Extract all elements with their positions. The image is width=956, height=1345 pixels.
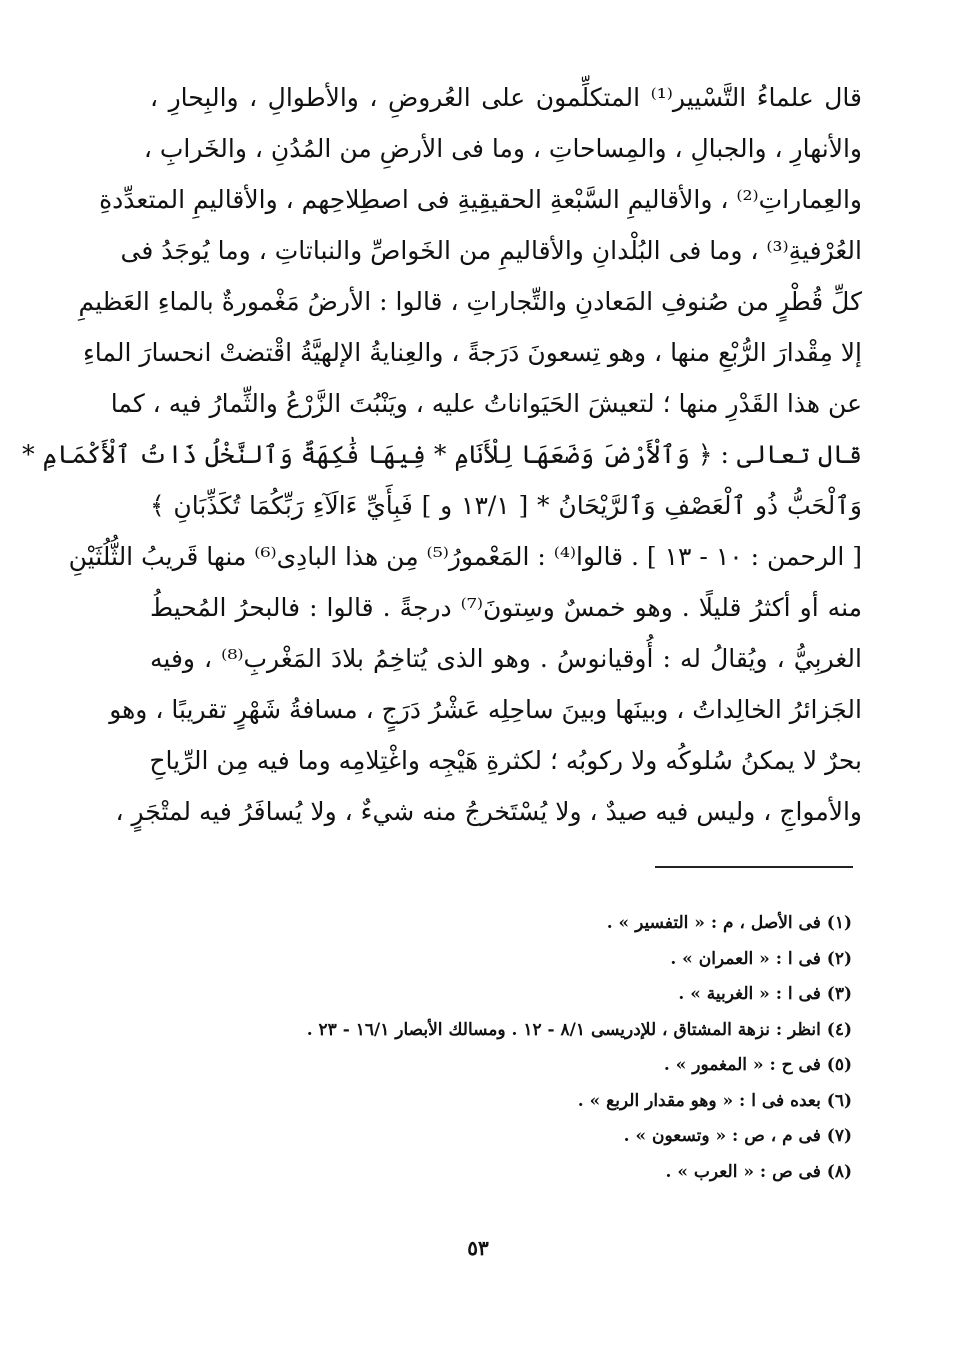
text-line-5: كلِّ قُطْرٍ من صُنوفِ المَعادنِ والتِّجاراتِ ، قالوا : الأرضُ مَغْمورةٌ بالماءِ العَظيمِ [78,287,862,316]
footnote-7: (٧) فى م ، ص : « وتسعون » . [623,1126,852,1146]
footnote-2: (٢) فى ا : « العمران » . [670,948,852,969]
main-text [22,72,863,837]
footnote-8: (٨) فى ص : « العرب » . [665,1161,852,1182]
footnote-1: (١) فى الأصل ، م : « التفسير » . [606,913,852,933]
text-line-13: الجَزائرُ الخالِداتُ ، وبينَها وبينَ ساحِلِه عَشْرُ دَرَجٍ ، مسافةُ شَهْرٍ تقريبًا ، وهو [109,695,862,724]
footnote-3: (٣) فى ا : « الغربية » . [678,984,852,1004]
text-line-4: العُرْفيةِ⁽³⁾ ، وما فى البُلْدانِ والأقاليمِ من الخَواصِّ والنباتاتِ ، وما يُوجَدُ فى [120,236,862,265]
text-line-11: منه أو أكثرُ قليلًا . وهو خمسٌ وسِتونَ⁽⁷⁾ درجةً . قالوا : فالبحرُ المُحيطُ [150,593,863,622]
text-line-7: عن هذا القَدْرِ منها ؛ لتعيشَ الحَيَواناتُ عليه ، ويَنْبُتَ الزَّرْعُ والثِّمارُ فيه ، كما [110,389,862,418]
footnote-divider [655,866,853,868]
text-line-6: إلا مِقْدارَ الرُّبْعِ منها ، وهو تِسعونَ دَرَجةً ، والعِنايةُ الإلهيَّةُ اقْتضتْ انحسارَ الماءِ [83,338,862,367]
page-number: ٥٣ [467,1236,489,1260]
text-line-12: الغربِيُّ ، ويُقالُ له : أُوقيانوسُ . وهو الذى يُتاخِمُ بلادَ المَغْربِ⁽⁸⁾ ، وفيه [150,644,862,673]
text-line-1: قال علماءُ التَّسْيير⁽¹⁾ المتكلِّمون على العُروضِ ، والأطوالِ ، والبِحارِ ، [150,83,863,112]
text-line-3: والعِماراتِ⁽²⁾ ، والأقاليمِ السَّبْعةِ الحقيقِيةِ فى اصطِلاحِهم ، والأقاليمِ المتعدِّدةِ [99,185,862,214]
text-line-2: والأنهارِ ، والجبالِ ، والمِساحاتِ ، وما فى الأرضِ من المُدُنِ ، والخَرابِ ، [143,134,862,163]
text-line-8: قال تعالى : ﴿ وَٱلْأَرْضَ وَضَعَهَا لِلْأَنَامِ * فِيهَا فَٰكِهَةٌ وَٱلنَّخْلُ ذَاتُ ٱلْأَكْمَامِ * [22,440,862,469]
footnote-5: (٥) فى ح : « المغمور » . [663,1055,852,1075]
text-line-10: [ الرحمن : ١٠ - ١٣ ] . قالوا⁽⁴⁾ : المَعْمورُ⁽⁵⁾ مِن هذا البادِى⁽⁶⁾ منها قَريبُ الثُّلُثَيْنِ [68,542,862,571]
footnote-6: (٦) بعده فى ا : « وهو مقدار الربع » . [577,1090,852,1111]
text-line-9: وَٱلْحَبُّ ذُو ٱلْعَصْفِ وَٱلرَّيْحَانُ * [ ١٣/١ و ] فَبِأَيِّ ءَالَآءِ رَبِّكُمَا تُكَذِّبَانِ ﴾ [150,491,862,520]
footnotes [150,906,852,1190]
text-line-14: بحرٌ لا يمكنُ سُلوكُه ولا ركوبُه ؛ لكثرةِ هَيْجِه واغْتِلامِه وما فيه مِن الرِّياحِ [149,746,862,775]
footnote-4: (٤) انظر : نزهة المشتاق ، للإدريسى ٨/١ - ١٢ . ومسالك الأبصار ١٦/١ - ٢٣ . [306,1019,852,1040]
text-line-15: والأمواجِ ، وليس فيه صيدٌ ، ولا يُسْتَخرجُ منه شيءٌ ، ولا يُسافَرُ فيه لمتْجَرٍ ، [115,797,862,826]
